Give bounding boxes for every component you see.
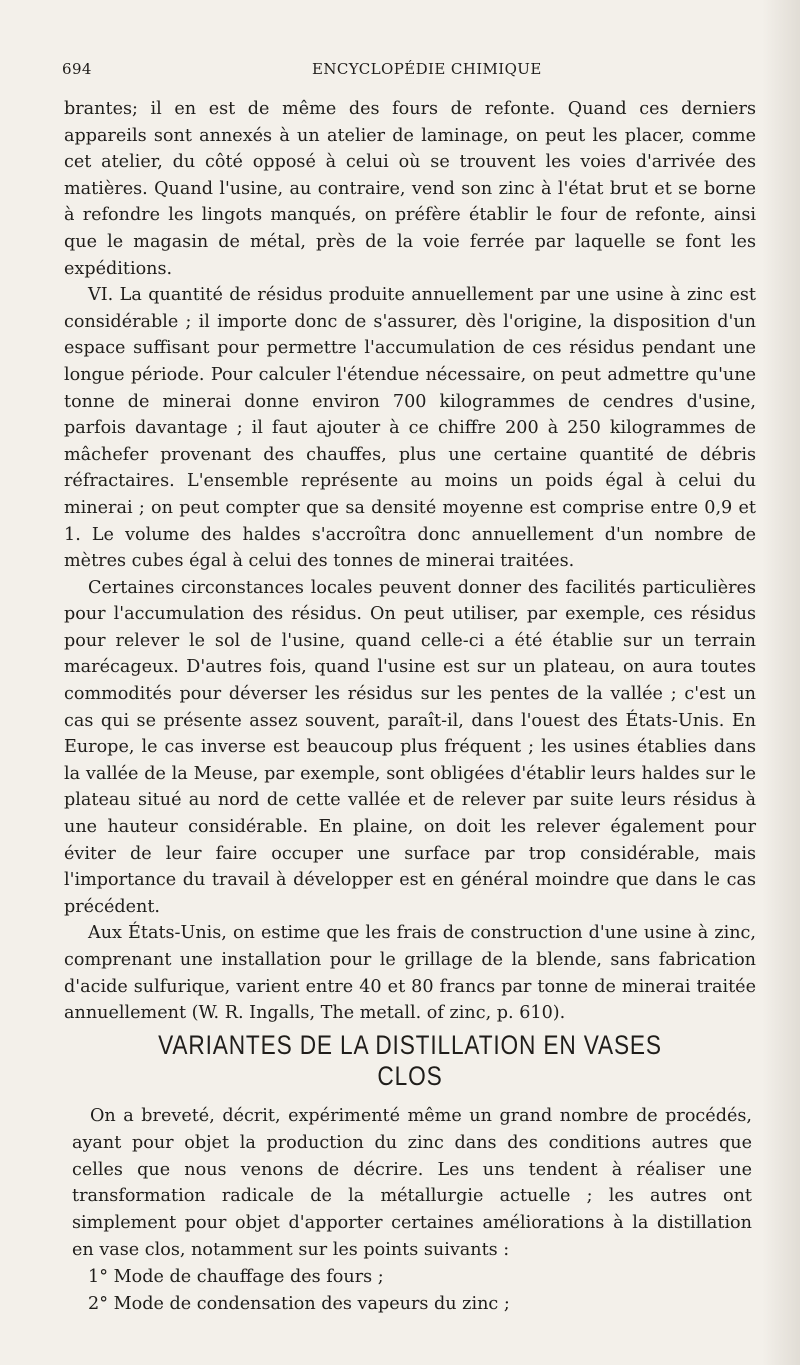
running-title: ENCYCLOPÉDIE CHIMIQUE (312, 60, 542, 78)
paragraph: VI. La quantité de résidus produite annuellement par une usine à zinc est considérable ; il importe donc de s'assurer, dès l'origine, la disposition d'un espace suffisant pour permettre l'accumulation de ces résidus pendant une longue période. Pour calculer l'étendue nécessaire, on peut admettre qu'une tonne de minerai donne environ 700 kilogrammes de cendres d'usine, parfois davantage ; il faut ajouter à ce chiffre 200 à 250 kilogrammes de mâchefer provenant des chauffes, plus une certaine quantité de débris réfractaires. L'ensemble représente au moins un poids égal à celui du minerai ; on peut compter que sa densité moyenne est comprise entre 0,9 et 1. Le volume des haldes s'accroîtra donc annuellement d'un nombre de mètres cubes égal à celui des tonnes de minerai traitées. (64, 285, 756, 572)
section-text (72, 1103, 752, 1317)
section-title: VARIANTES DE LA DISTILLATION EN VASES CLOS (158, 1030, 662, 1091)
page-edge-shadow (762, 0, 800, 1365)
list-item: 1° Mode de chauffage des fours ; (88, 1266, 384, 1287)
paragraph: Certaines circonstances locales peuvent donner des facilités particulières pour l'accumulation des résidus. On peut utiliser, par exemple, ces résidus pour relever le sol de l'usine, quand celle-ci a été établie sur un terrain marécageux. D'autres fois, quand l'usine est sur un plateau, on aura toutes commodités pour déverser les résidus sur les pentes de la vallée ; c'est un cas qui se présente assez souvent, paraît-il, dans l'ouest des États-Unis. En Europe, le cas inverse est beaucoup plus fréquent ; les usines établies dans la vallée de la Meuse, par exemple, sont obligées d'établir leurs haldes sur le plateau situé au nord de cette vallée et de relever par suite leurs résidus à une hauteur considérable. En plaine, on doit les relever également pour éviter de leur faire occuper une surface par trop considérable, mais l'importance du travail à développer est en général moindre que dans le cas précédent. (64, 577, 756, 917)
paragraph: brantes; il en est de même des fours de refonte. Quand ces derniers appareils sont annexés à un atelier de laminage, on peut les placer, comme cet atelier, du côté opposé à celui où se trouvent les voies d'arrivée des matières. Quand l'usine, au contraire, vend son zinc à l'état brut et se borne à refondre les lingots manqués, on préfère établir le four de refonte, ainsi que le magasin de métal, près de la voie ferrée par laquelle se font les expéditions. (64, 99, 756, 279)
paragraph: Aux États-Unis, on estime que les frais de construction d'une usine à zinc, comprenant une installation pour le grillage de la blende, sans fabrication d'acide sulfurique, varient entre 40 et 80 francs par tonne de minerai traitée annuellement (W. R. Ingalls, The metall. of zinc, p. 610). (64, 923, 756, 1024)
section-intro: On a breveté, décrit, expérimenté même un grand nombre de procédés, ayant pour objet la production du zinc dans des conditions autres que celles que nous venons de décrire. Les uns tendent à réaliser une transformation radicale de la métallurgie actuelle ; les autres ont simplement pour objet d'apporter certaines améliorations à la distillation en vase clos, notamment sur les points suivants : (72, 1106, 752, 1260)
list-item: 2° Mode de condensation des vapeurs du zinc ; (88, 1293, 510, 1314)
body-text (64, 96, 756, 1027)
page-number: 694 (62, 60, 92, 78)
running-head (62, 60, 752, 82)
